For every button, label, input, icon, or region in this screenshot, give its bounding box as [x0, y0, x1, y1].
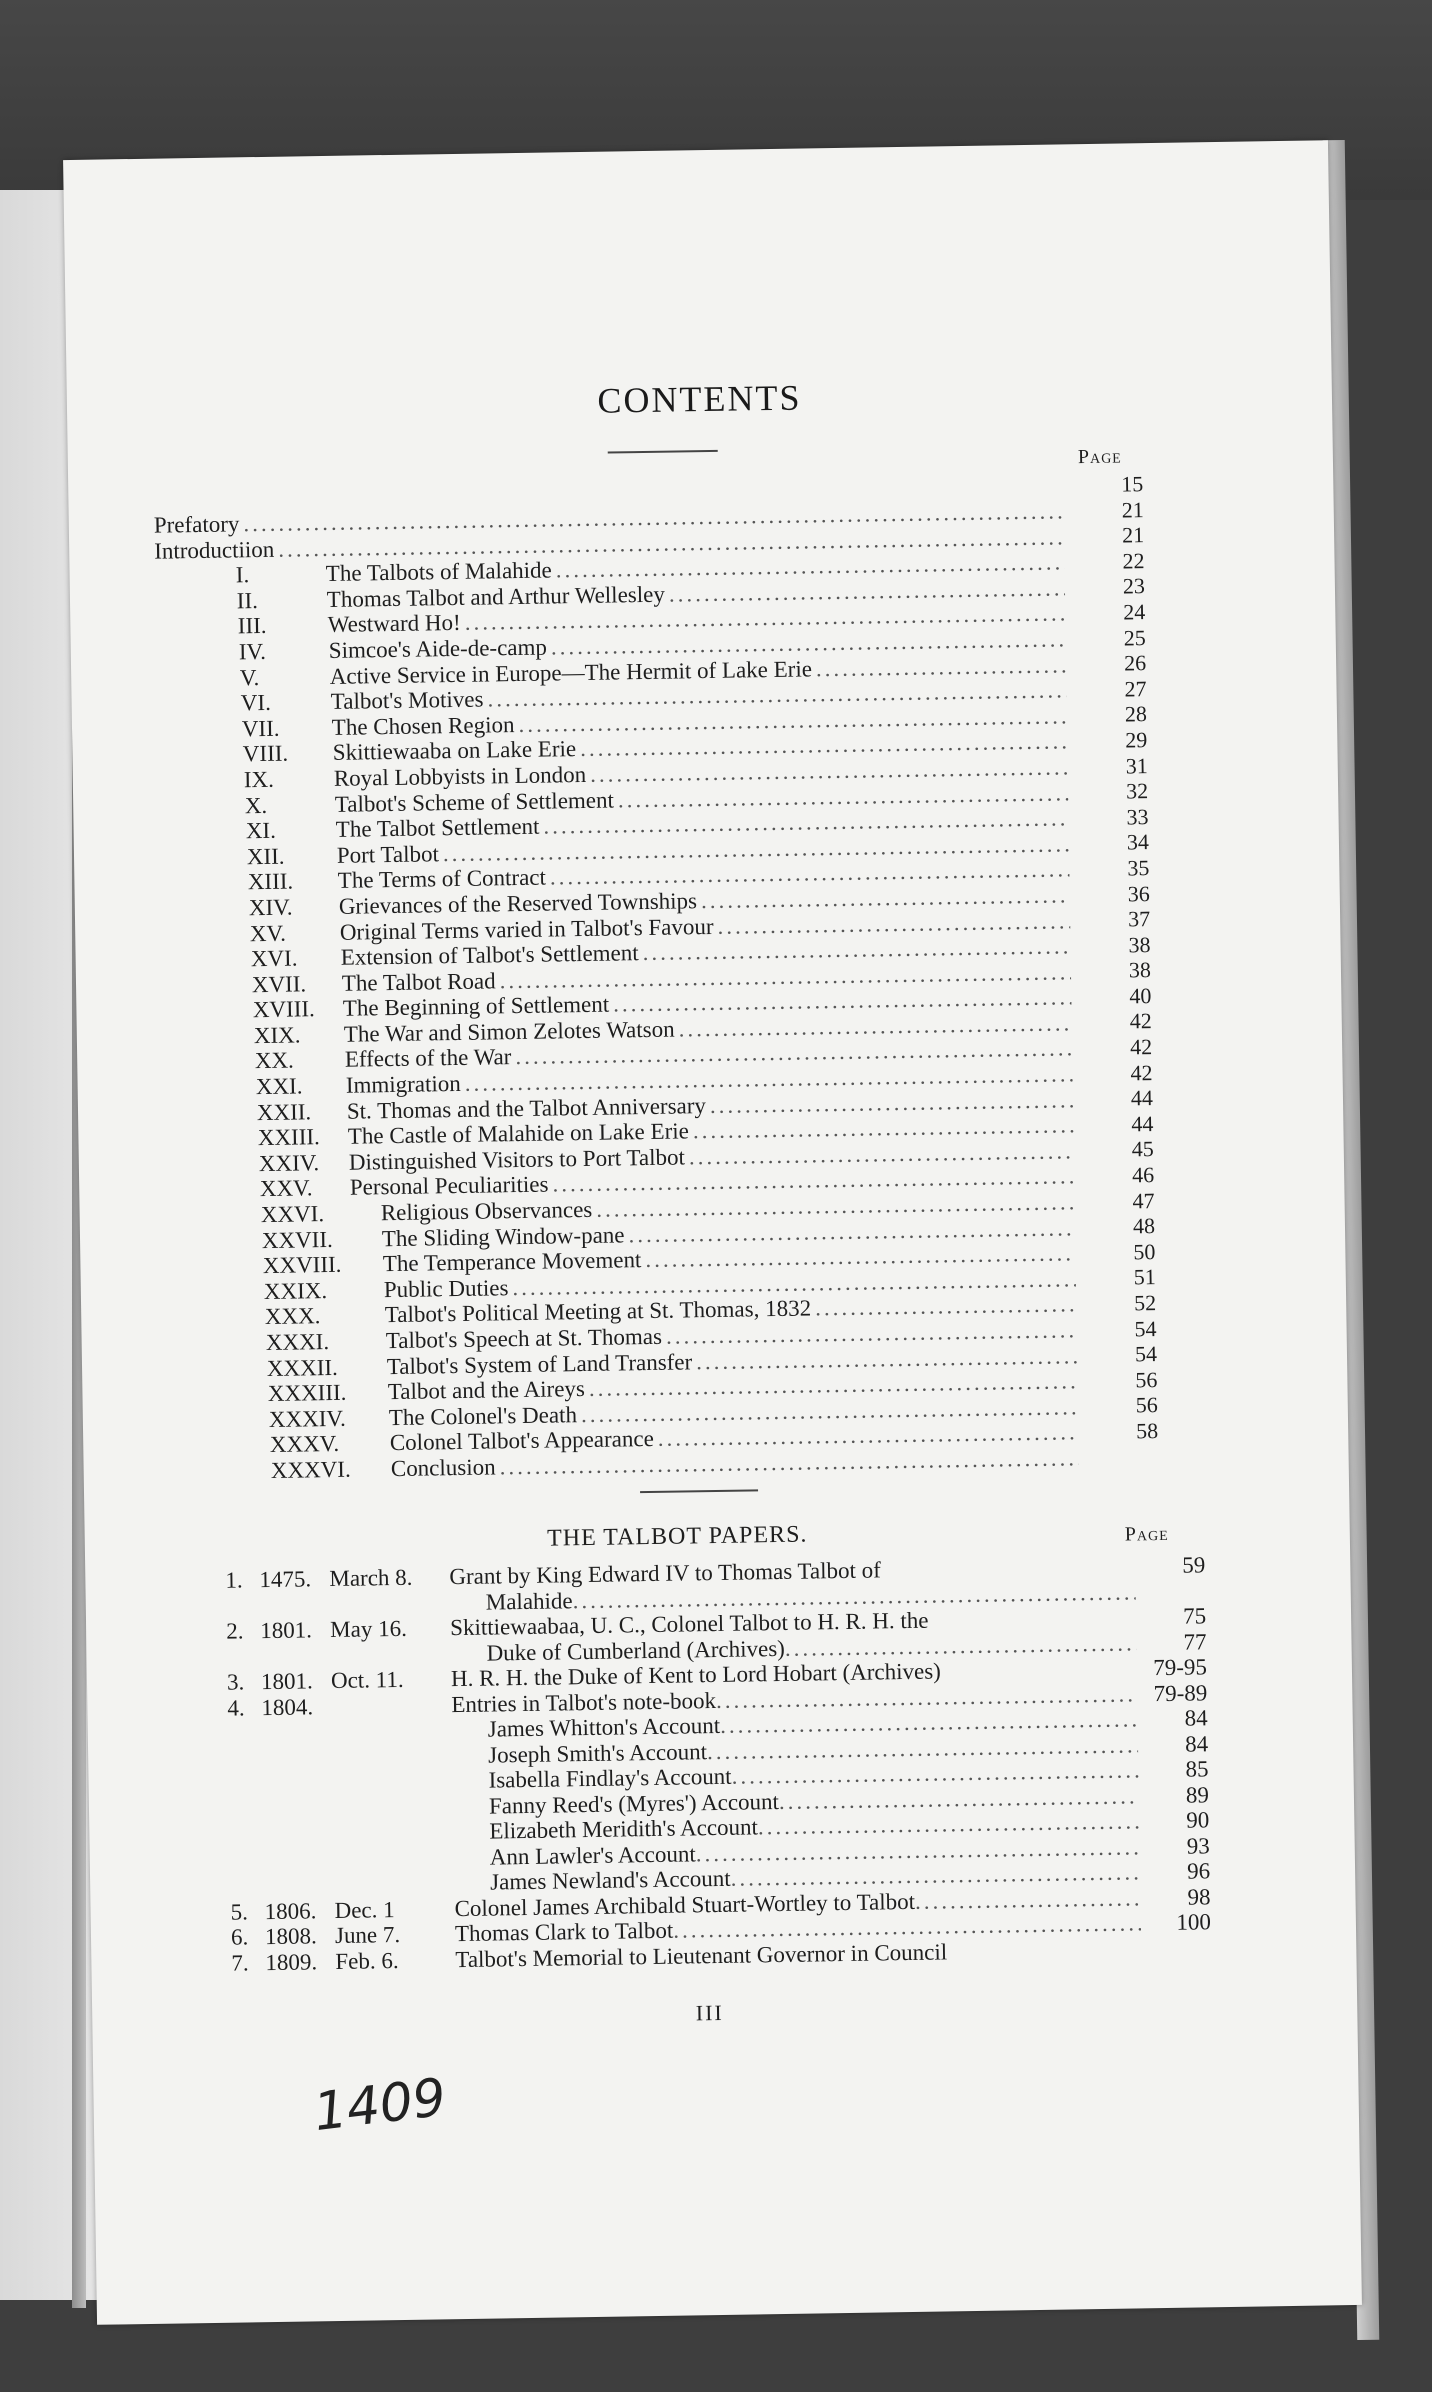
paper-date: June 7. — [334, 1921, 401, 1949]
toc-page-number: 46 — [1131, 1162, 1155, 1188]
toc-chapter-number: IX. — [243, 766, 275, 793]
paper-page: 100 — [1176, 1909, 1212, 1935]
paper-text: James Newland's Account — [489, 1865, 731, 1895]
paper-number: 4. — [227, 1694, 245, 1721]
toc-chapter-number: XXIX. — [263, 1277, 328, 1304]
toc-page-number: 27 — [1124, 675, 1147, 702]
paper-date — [330, 1590, 450, 1617]
toc-chapter-number: XVIII. — [252, 996, 315, 1023]
toc-page-number: 33 — [1126, 803, 1149, 830]
toc-page-number: 24 — [1123, 599, 1146, 625]
toc-page-number: 48 — [1132, 1213, 1156, 1239]
toc-chapter-number: XXXIV. — [268, 1405, 346, 1432]
paper-page: 85 — [1185, 1756, 1209, 1782]
paper-number — [228, 1720, 262, 1746]
paper-number — [230, 1848, 264, 1874]
paper-number: 2. — [226, 1618, 244, 1644]
toc-page-number: 28 — [1124, 701, 1148, 727]
paper-number: 1. — [225, 1567, 243, 1593]
paper-number: 5. — [230, 1898, 249, 1925]
toc-chapter-title: St. Thomas and the Talbot Anniversary — [346, 1092, 707, 1124]
folio-number: III — [695, 1999, 724, 2026]
paper-date: Oct. 11. — [330, 1666, 404, 1694]
paper-number — [228, 1771, 262, 1797]
paper-date — [332, 1743, 452, 1770]
paper-text: Ann Lawler's Account — [489, 1840, 696, 1870]
toc-chapter-title: Talbot's Motives — [330, 686, 484, 715]
toc-chapter-title: The Beginning of Settlement — [342, 991, 610, 1022]
toc-chapter-number: I. — [235, 562, 250, 588]
paper-year: 1475. — [259, 1566, 312, 1593]
paper-page: 79-89 — [1153, 1679, 1208, 1706]
toc-chapter-title: Conclusion — [390, 1454, 496, 1482]
toc-page-number: 31 — [1125, 752, 1148, 778]
paper-year — [262, 1745, 332, 1772]
toc-chapter-title: Active Service in Europe—The Hermit of Lake Erie — [329, 655, 813, 689]
papers-list — [225, 1552, 1211, 1975]
paper-text: Thomas Clark to Talbot — [454, 1917, 674, 1947]
toc-chapter-number: XXVI. — [260, 1201, 325, 1228]
paper-text: Talbot's Memorial to Lieutenant Governor in Council — [455, 1938, 948, 1972]
toc-page-number: 56 — [1135, 1392, 1158, 1418]
toc-chapter-title: The Talbots of Malahide — [325, 557, 552, 587]
paper-year — [260, 1592, 330, 1619]
toc-chapter-title: Thomas Talbot and Arthur Wellesley — [326, 581, 666, 612]
toc-chapter-number: XVI. — [250, 945, 298, 972]
paper-page: 79-95 — [1153, 1654, 1208, 1681]
paper-date — [333, 1819, 453, 1846]
paper-year — [263, 1821, 333, 1848]
paper-page: 75 — [1182, 1603, 1207, 1629]
toc-chapter-number: XXI. — [255, 1073, 303, 1100]
paper-number — [229, 1797, 263, 1823]
paper-number — [226, 1593, 260, 1619]
paper-date — [332, 1768, 452, 1795]
paper-page: 93 — [1186, 1832, 1210, 1859]
toc-chapter-number: V. — [239, 664, 260, 690]
toc-page-number: 54 — [1134, 1315, 1157, 1341]
toc-chapter-title: Original Terms varied in Talbot's Favour — [339, 913, 714, 945]
paper-number — [230, 1873, 264, 1899]
paper-year: 1801. — [260, 1617, 313, 1644]
paper-date: Dec. 1 — [334, 1896, 395, 1923]
toc-chapter-number: XXII. — [256, 1098, 312, 1125]
paper-text: H. R. H. the Duke of Kent to Lord Hobart (Archives) — [450, 1658, 942, 1692]
toc-chapter-title: Grievances of the Reserved Townships — [338, 888, 698, 919]
paper-year — [262, 1770, 332, 1797]
paper-page: 77 — [1183, 1628, 1207, 1655]
paper-text: Duke of Cumberland (Archives) — [486, 1635, 786, 1666]
paper-text: Colonel James Archibald Stuart-Wortley to Talbot — [454, 1888, 916, 1921]
toc-chapter-title: The Terms of Contract — [337, 864, 547, 894]
toc-page-number: 42 — [1129, 1008, 1152, 1034]
toc-page-number: 15 — [1121, 471, 1144, 497]
toc-page-numbers — [1063, 471, 1158, 1445]
paper-year — [260, 1643, 330, 1670]
toc-page-number: 38 — [1128, 931, 1151, 958]
toc-chapter-number: XIII. — [247, 868, 294, 895]
paper-year: 1801. — [260, 1668, 313, 1695]
toc-chapter-title: The Colonel's Death — [388, 1401, 578, 1430]
toc-chapter-number: XIX. — [253, 1022, 301, 1049]
toc-chapter-title: Public Duties — [383, 1275, 509, 1302]
toc-page-number: 25 — [1123, 624, 1146, 651]
paper-year — [264, 1847, 334, 1874]
toc-chapter-title: The War and Simon Zelotes Watson — [343, 1016, 675, 1047]
toc-page-number: 23 — [1122, 573, 1146, 599]
paper-year: 1808. — [264, 1923, 317, 1950]
toc-chapter-number: XXV. — [259, 1175, 313, 1202]
paper-year: 1804. — [261, 1693, 314, 1720]
paper-year — [262, 1719, 332, 1746]
toc-chapter-title: Colonel Talbot's Appearance — [389, 1426, 655, 1456]
paper-date — [333, 1794, 453, 1821]
handwritten-note: 1409 — [310, 2067, 450, 2144]
papers-title: THE TALBOT PAPERS. — [546, 1521, 808, 1552]
toc-chapter-title: The Chosen Region — [331, 711, 515, 740]
paper-date — [330, 1641, 450, 1668]
toc-chapter-number: XV. — [249, 920, 287, 946]
paper-text: Entries in Talbot's note-book — [451, 1687, 717, 1717]
toc-page-number: 37 — [1127, 906, 1151, 932]
toc-page-number: 47 — [1132, 1187, 1155, 1214]
toc-chapter-number: XXVIII. — [262, 1252, 342, 1279]
paper-year: 1806. — [264, 1897, 317, 1924]
toc-chapter-title: Simcoe's Aide-de-camp — [328, 634, 548, 663]
toc-chapter-number: XI. — [245, 817, 277, 844]
leader-dots — [816, 652, 1067, 682]
toc-page-number: 44 — [1130, 1085, 1154, 1111]
toc-page-number: 42 — [1129, 1034, 1153, 1060]
paper-text: Malahide — [485, 1587, 573, 1615]
paper-text: Isabella Findlay's Account — [488, 1763, 732, 1793]
paper-text: Grant by King Edward IV to Thomas Talbot of — [449, 1557, 882, 1590]
toc-chapter-title: Immigration — [345, 1070, 461, 1098]
paper-page: 90 — [1186, 1807, 1210, 1833]
toc-page-number: 21 — [1121, 522, 1145, 548]
paper-text: James Whitton's Account — [487, 1712, 721, 1742]
toc-chapter-number: XXXII. — [266, 1354, 338, 1381]
paper-date — [334, 1870, 454, 1897]
toc-chapter-title: Effects of the War — [344, 1044, 512, 1073]
toc-chapter-title: The Talbot Road — [341, 968, 496, 996]
toc-chapter-title: Talbot's Speech at St. Thomas — [385, 1323, 663, 1354]
page-content — [63, 140, 1362, 2325]
paper-text: Joseph Smith's Account — [487, 1738, 708, 1768]
toc-page-number: 22 — [1122, 547, 1145, 574]
toc-page-number: 26 — [1123, 650, 1147, 676]
toc-chapter-title: Talbot and the Aireys — [387, 1376, 586, 1405]
paper-year — [264, 1872, 334, 1899]
toc-chapter-number: IV. — [238, 638, 267, 665]
toc-chapter-title: Skittiewaaba on Lake Erie — [332, 736, 577, 766]
toc-page-number: 56 — [1135, 1366, 1158, 1393]
paper-year: 1809. — [265, 1948, 318, 1975]
paper-date — [332, 1717, 452, 1744]
toc-page-number: 32 — [1125, 778, 1149, 804]
toc-chapter-title: The Temperance Movement — [382, 1247, 642, 1277]
toc-chapter-number: XX. — [254, 1048, 295, 1074]
paper-page: 59 — [1182, 1552, 1206, 1578]
toc-chapter-title: The Talbot Settlement — [335, 813, 540, 842]
toc-chapter-number: X. — [244, 792, 268, 818]
toc-page-number: 52 — [1133, 1290, 1157, 1316]
paper-page — [1141, 1935, 1211, 1962]
toc-list — [154, 498, 1079, 1485]
toc-chapter-number: III. — [237, 613, 267, 639]
section-rule — [640, 1489, 758, 1493]
toc-chapter-title: Introductiion — [154, 536, 275, 564]
paper-page: 98 — [1187, 1883, 1211, 1910]
toc-page-header: Page — [1077, 445, 1122, 469]
toc-page-number: 38 — [1128, 957, 1152, 983]
toc-chapter-number: VII. — [241, 715, 280, 742]
paper-page: 89 — [1185, 1781, 1210, 1808]
paper-date: May 16. — [329, 1615, 408, 1643]
toc-chapter-number: XII. — [246, 843, 285, 869]
paper-text: Fanny Reed's (Myres') Account — [488, 1788, 780, 1819]
paper-page: 96 — [1186, 1858, 1211, 1884]
toc-chapter-title: Talbot's Scheme of Settlement — [334, 787, 615, 817]
toc-chapter-title: The Sliding Window-pane — [381, 1222, 625, 1251]
toc-chapter-title: Talbot's System of Land Transfer — [386, 1348, 693, 1379]
paper-date — [331, 1692, 451, 1719]
toc-chapter-title: Extension of Talbot's Settlement — [340, 940, 639, 970]
toc-page-number: 34 — [1126, 829, 1150, 855]
toc-page-number: 29 — [1125, 727, 1148, 753]
paper-number — [229, 1822, 263, 1848]
book-page — [63, 140, 1362, 2325]
paper-page: 84 — [1184, 1705, 1208, 1731]
paper-number — [228, 1746, 262, 1772]
toc-chapter-number: XXXVI. — [270, 1456, 351, 1483]
toc-page-number: 51 — [1133, 1264, 1156, 1290]
paper-date: March 8. — [329, 1564, 413, 1592]
toc-chapter-number: XXXV. — [269, 1431, 340, 1458]
toc-chapter-number: XXX. — [264, 1303, 321, 1330]
paper-date: Feb. 6. — [335, 1947, 399, 1974]
paper-number — [226, 1644, 260, 1670]
toc-chapter-number: XXXIII. — [267, 1379, 347, 1407]
toc-page-number: 50 — [1133, 1238, 1156, 1265]
toc-chapter-title: Religious Observances — [380, 1196, 593, 1226]
toc-page-number: 35 — [1127, 855, 1150, 881]
toc-chapter-number: XXXI. — [265, 1329, 330, 1356]
toc-chapter-number: II. — [236, 587, 259, 614]
toc-chapter-title: Distinguished Visitors to Port Talbot — [348, 1144, 686, 1175]
toc-chapter-number: VIII. — [242, 740, 289, 767]
leader-dots — [915, 1885, 1141, 1914]
toc-page-number: 40 — [1129, 982, 1152, 1009]
paper-number: 7. — [231, 1949, 249, 1976]
toc-page-number: 54 — [1134, 1341, 1158, 1367]
paper-page — [1135, 1578, 1205, 1605]
toc-page-number: 58 — [1135, 1417, 1159, 1444]
toc-chapter-number: XIV. — [248, 894, 293, 921]
paper-number: 6. — [230, 1924, 249, 1950]
toc-page-number: 44 — [1131, 1110, 1154, 1137]
paper-year — [263, 1796, 333, 1823]
toc-chapter-title: The Castle of Malahide on Lake Erie — [347, 1118, 690, 1149]
papers-page-header: Page — [1124, 1522, 1169, 1546]
page-title: CONTENTS — [597, 377, 802, 421]
toc-chapter-number: VI. — [240, 690, 272, 716]
paper-page: 84 — [1184, 1730, 1209, 1757]
toc-chapter-number: XXIII. — [257, 1124, 320, 1151]
toc-chapter-number: XXVII. — [261, 1226, 333, 1253]
paper-number: 3. — [226, 1669, 245, 1695]
toc-chapter-title: Prefatory — [153, 511, 240, 538]
toc-chapter-title: Personal Peculiarities — [349, 1172, 549, 1201]
toc-page-number: 45 — [1131, 1136, 1154, 1162]
toc-chapter-title: Talbot's Political Meeting at St. Thomas, 1832 — [384, 1295, 812, 1328]
toc-chapter-number: XVII. — [251, 971, 307, 997]
title-rule — [608, 450, 718, 454]
toc-page-number: 42 — [1130, 1059, 1153, 1086]
toc-page-number: 21 — [1121, 496, 1144, 523]
toc-chapter-title: Royal Lobbyists in London — [333, 761, 587, 791]
paper-text: Skittiewaabaa, U. C., Colonel Talbot to H. R. H. the — [449, 1607, 929, 1641]
toc-page-number: 36 — [1127, 880, 1150, 906]
toc-chapter-number: XXIV. — [258, 1150, 320, 1176]
paper-date — [334, 1845, 454, 1872]
toc-chapter-title: Westward Ho! — [327, 610, 461, 638]
paper-text: Elizabeth Meridith's Account — [489, 1814, 759, 1844]
toc-chapter-title: Port Talbot — [336, 840, 440, 868]
